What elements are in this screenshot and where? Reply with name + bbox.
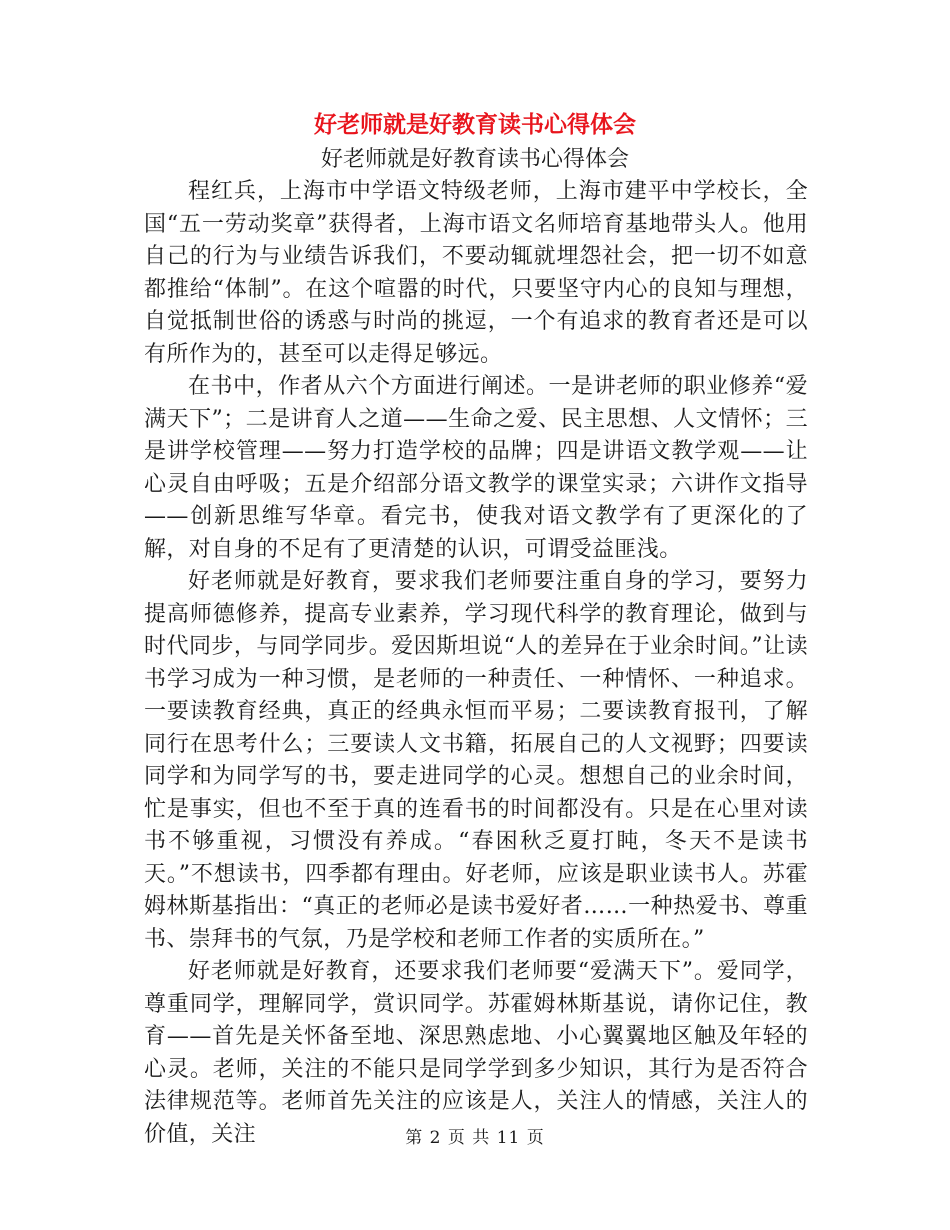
- paragraph-1: 程红兵，上海市中学语文特级老师，上海市建平中学校长，全国“五一劳动奖章”获得者，上海市语文名师培育基地带头人。他用自己的行为与业绩告诉我们，不要动辄就埋怨社会，把一切不如意都推给“体制”。在这个喧嚣的时代，只要坚守内心的良知与理想，自觉抵制世俗的诱惑与时尚的挑逗，一个有追求的教育者还是可以有所作为的，甚至可以走得足够远。: [144, 179, 808, 367]
- paragraph-3: 好老师就是好教育，要求我们老师要注重自身的学习，要努力提高师德修养，提高专业素养，学习现代科学的教育理论，做到与时代同步，与同学同步。爱因斯坦说“人的差异在于业余时间。”让读书学习成为一种习惯，是老师的一种责任、一种情怀、一种追求。一要读教育经典，真正的经典永恒而平易；二要读教育报刊，了解同行在思考什么；三要读人文书籍，拓展自己的人文视野；四要读同学和为同学写的书，要走进同学的心灵。想想自己的业余时间，忙是事实，但也不至于真的连看书的时间都没有。只是在心里对读书不够重视，习惯没有养成。“春困秋乏夏打盹，冬天不是读书天。”不想读书，四季都有理由。好老师，应该是职业读书人。苏霍姆林斯基指出：“真正的老师必是读书爱好者……一种热爱书、尊重书、崇拜书的气氛，乃是学校和老师工作者的实质所在。”: [144, 569, 808, 952]
- page-number-footer: 第 2 页 共 11 页: [405, 1128, 545, 1148]
- document-body: [144, 176, 808, 1151]
- document-subtitle: 好老师就是好教育读书心得体会: [320, 147, 629, 172]
- paragraph-4: 好老师就是好教育，还要求我们老师要“爱满天下”。爱同学，尊重同学，理解同学，赏识同学。苏霍姆林斯基说，请你记住，教育——首先是关怀备至地、深思熟虑地、小心翼翼地区触及年轻的心灵。老师，关注的不能只是同学学到多少知识，其行为是否符合法律规范等。老师首先关注的应该是人，关注人的情感，关注人的价值，关注: [144, 959, 808, 1147]
- paragraph-2: 在书中，作者从六个方面进行阐述。一是讲老师的职业修养“爱满天下”；二是讲育人之道——生命之爱、民主思想、人文情怀；三是讲学校管理——努力打造学校的品牌；四是讲语文教学观——让心灵自由呼吸；五是介绍部分语文教学的课堂实录；六讲作文指导——创新思维写华章。看完书，使我对语文教学有了更深化的了解，对自身的不足有了更清楚的认识，可谓受益匪浅。: [144, 374, 808, 562]
- document-title: 好老师就是好教育读书心得体会: [314, 111, 636, 138]
